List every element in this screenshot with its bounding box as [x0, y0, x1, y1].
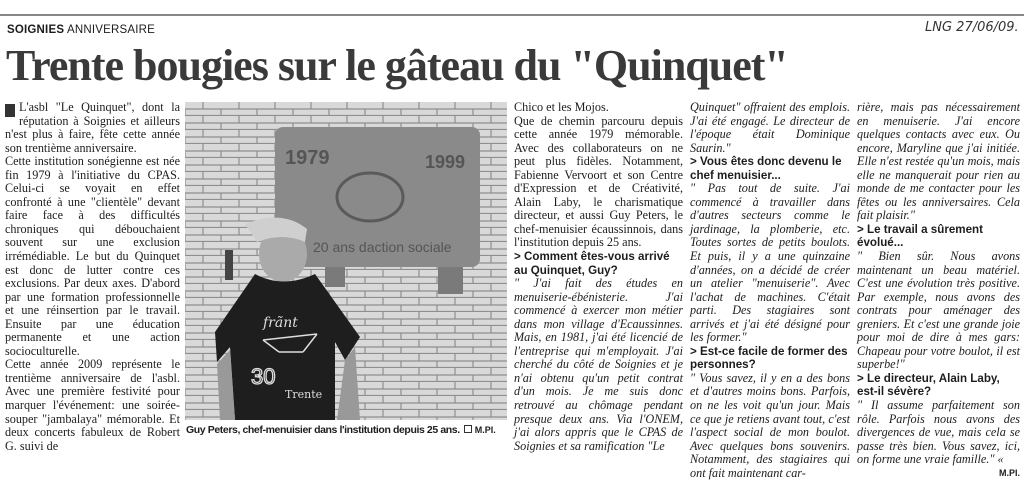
shirt-text-bottom: Trente: [285, 388, 323, 401]
article-column-1: [5, 101, 180, 453]
paragraph: Cette institution sonégienne est née fin 1979 à l'initiative du CPAS. Celui-ci se voyait en effet confronté à une "clientèle" devant faire face à des difficultés chroniques qui débouchaient souvent sur une exclusion irrémédiable. Le but du Quinquet est donc de lutter contre ces exclusions. Par deux axes. D'abord par une formation professionnelle et une réinsertion par le travail. Ensuite par une éducation permanente et une action socioculturelle.: [5, 154, 180, 358]
paragraph: Chico et les Mojos.: [514, 100, 609, 114]
article-column-2: [514, 101, 683, 453]
interview-answer: " J'ai fait des études en menuiserie-ébénisterie. J'ai commencé à exercer mon métier dans mon village d'Ecaussinnes. Mais, en 1981, j'ai été licencié de l'entreprise qui m'employait. J'ai cherché du côté de Soignies et je n'ai obtenu qu'un petit contrat d'un mois. Je me suis donc retrouvé au chômage pendant presque deux ans. Via l'ONEM, j'ai alors appris que le CPAS de Soignies et sa ramification "Le: [514, 276, 683, 453]
section-kicker: [7, 24, 155, 37]
interview-answer: " Pas tout de suite. J'ai commencé à travailler dans d'autres secteurs comme le jardinage, la plomberie, etc. Toutes sortes de petits boulots. Et puis, il y a une quinzaine d'années, on a décidé de créer un atelier "menuiserie". Avec l'achat de machines. C'était parti. Des stagiaires sont arrivés et j'ai été désigné pour les former.": [690, 181, 850, 345]
article-column-4: [857, 101, 1020, 480]
plaque-text: 20 ans daction sociale: [313, 239, 452, 255]
article-column-3: [690, 101, 850, 480]
credit-mark: [464, 425, 472, 433]
photo-guy-peters: [185, 102, 507, 420]
interview-question: > Le directeur, Alain Laby, est-il sévère?: [857, 371, 1000, 399]
plaque-year-start: 1979: [285, 147, 330, 169]
interview-question: > Comment êtes-vous arrivé au Quinquet, Guy?: [514, 250, 670, 277]
caption-text: Guy Peters, chef-menuisier dans l'institution depuis 25 ans.: [186, 424, 460, 436]
interview-question: > Est-ce facile de former des personnes?: [690, 344, 848, 372]
header-rule: [0, 14, 1024, 16]
interview-question: > Le travail a sûrement évolué...: [857, 222, 983, 250]
lead-text: L'asbl "Le Quinquet", dont la réputation à Soignies et ailleurs n'est plus à faire, fête cette année son trentième anniversaire.: [5, 100, 180, 155]
interview-answer: " Il assume parfaitement son rôle. Parfois nous avons des divergences de vue, mais cela se passe très bien. Vous savez, ici, on forme une vraie famille." «: [857, 398, 1020, 467]
interview-question: > Vous êtes donc devenu le chef menuisier...: [690, 155, 842, 182]
photo-credit: M.PI.: [474, 425, 496, 435]
interview-answer: " Bien sûr. Nous avons maintenant un beau matériel. C'est une évolution très positive. Par exemple, nous avons des contrats pour aménager des greniers. Et c'est une grande joie pour moi de dire à mes gars: Chapeau pour votre boulot, il est superbe!": [857, 249, 1020, 372]
interview-answer: Quinquet" offraient des emplois. J'ai été engagé. Le directeur de l'époque était Dominique Saurin.": [690, 100, 850, 155]
rubric: ANNIVERSAIRE: [66, 24, 156, 36]
author-signature: M.PI.: [998, 467, 1020, 478]
drop-mark: [5, 104, 15, 117]
handwritten-date: LNG 27/06/09.: [925, 20, 1019, 35]
headline: Trente bougies sur le gâteau du "Quinquet": [6, 41, 788, 90]
shirt-number: 30: [251, 364, 276, 389]
interview-answer: rière, mais pas nécessairement en menuiserie. J'ai encore quelques contacts avec eux. Ou encore, Maryline que j'ai initiée. Elle n'est restée qu'un mois, mais elle ne manquerait pour rien au monde de me contacter pour les fêtes ou les anniversaires. Cela fait plaisir.": [857, 100, 1020, 223]
photo-caption: [186, 424, 508, 437]
paragraph: Que de chemin parcouru depuis cette année 1979 mémorable. Avec des collaborateurs on ne peut plus fidèles. Notamment, Fabienne Vervoort et son Centre d'Expression et de Créativité, Alain Laby, le charismatique directeur, et aussi Guy Peters, le chef-menuisier écaussinnois, dans l'institution depuis 25 ans.: [514, 113, 683, 250]
plaque-year-end: 1999: [425, 152, 466, 172]
section-name: SOIGNIES: [7, 24, 65, 36]
interview-answer: " Vous savez, il y en a des bons et d'autres moins bons. Parfois, on ne les voit qu'un jour. Mais ce que je retiens avant tout, c'est l'aspect social de mon boulot. Avec quelques bons souvenirs. Notamment, des stagiaires qui ont fait maintenant car-: [690, 370, 850, 480]
lead-paragraph: [5, 101, 180, 155]
paragraph: Cette année 2009 représente le trentième anniversaire de l'asbl. Avec une première festivité pour marquer l'événement: une soirée-souper "jambalaya" mémorable. Et deux concerts fabuleux de Robert G. suivi de: [5, 357, 180, 453]
shirt-text-top: frãnt: [263, 315, 298, 331]
